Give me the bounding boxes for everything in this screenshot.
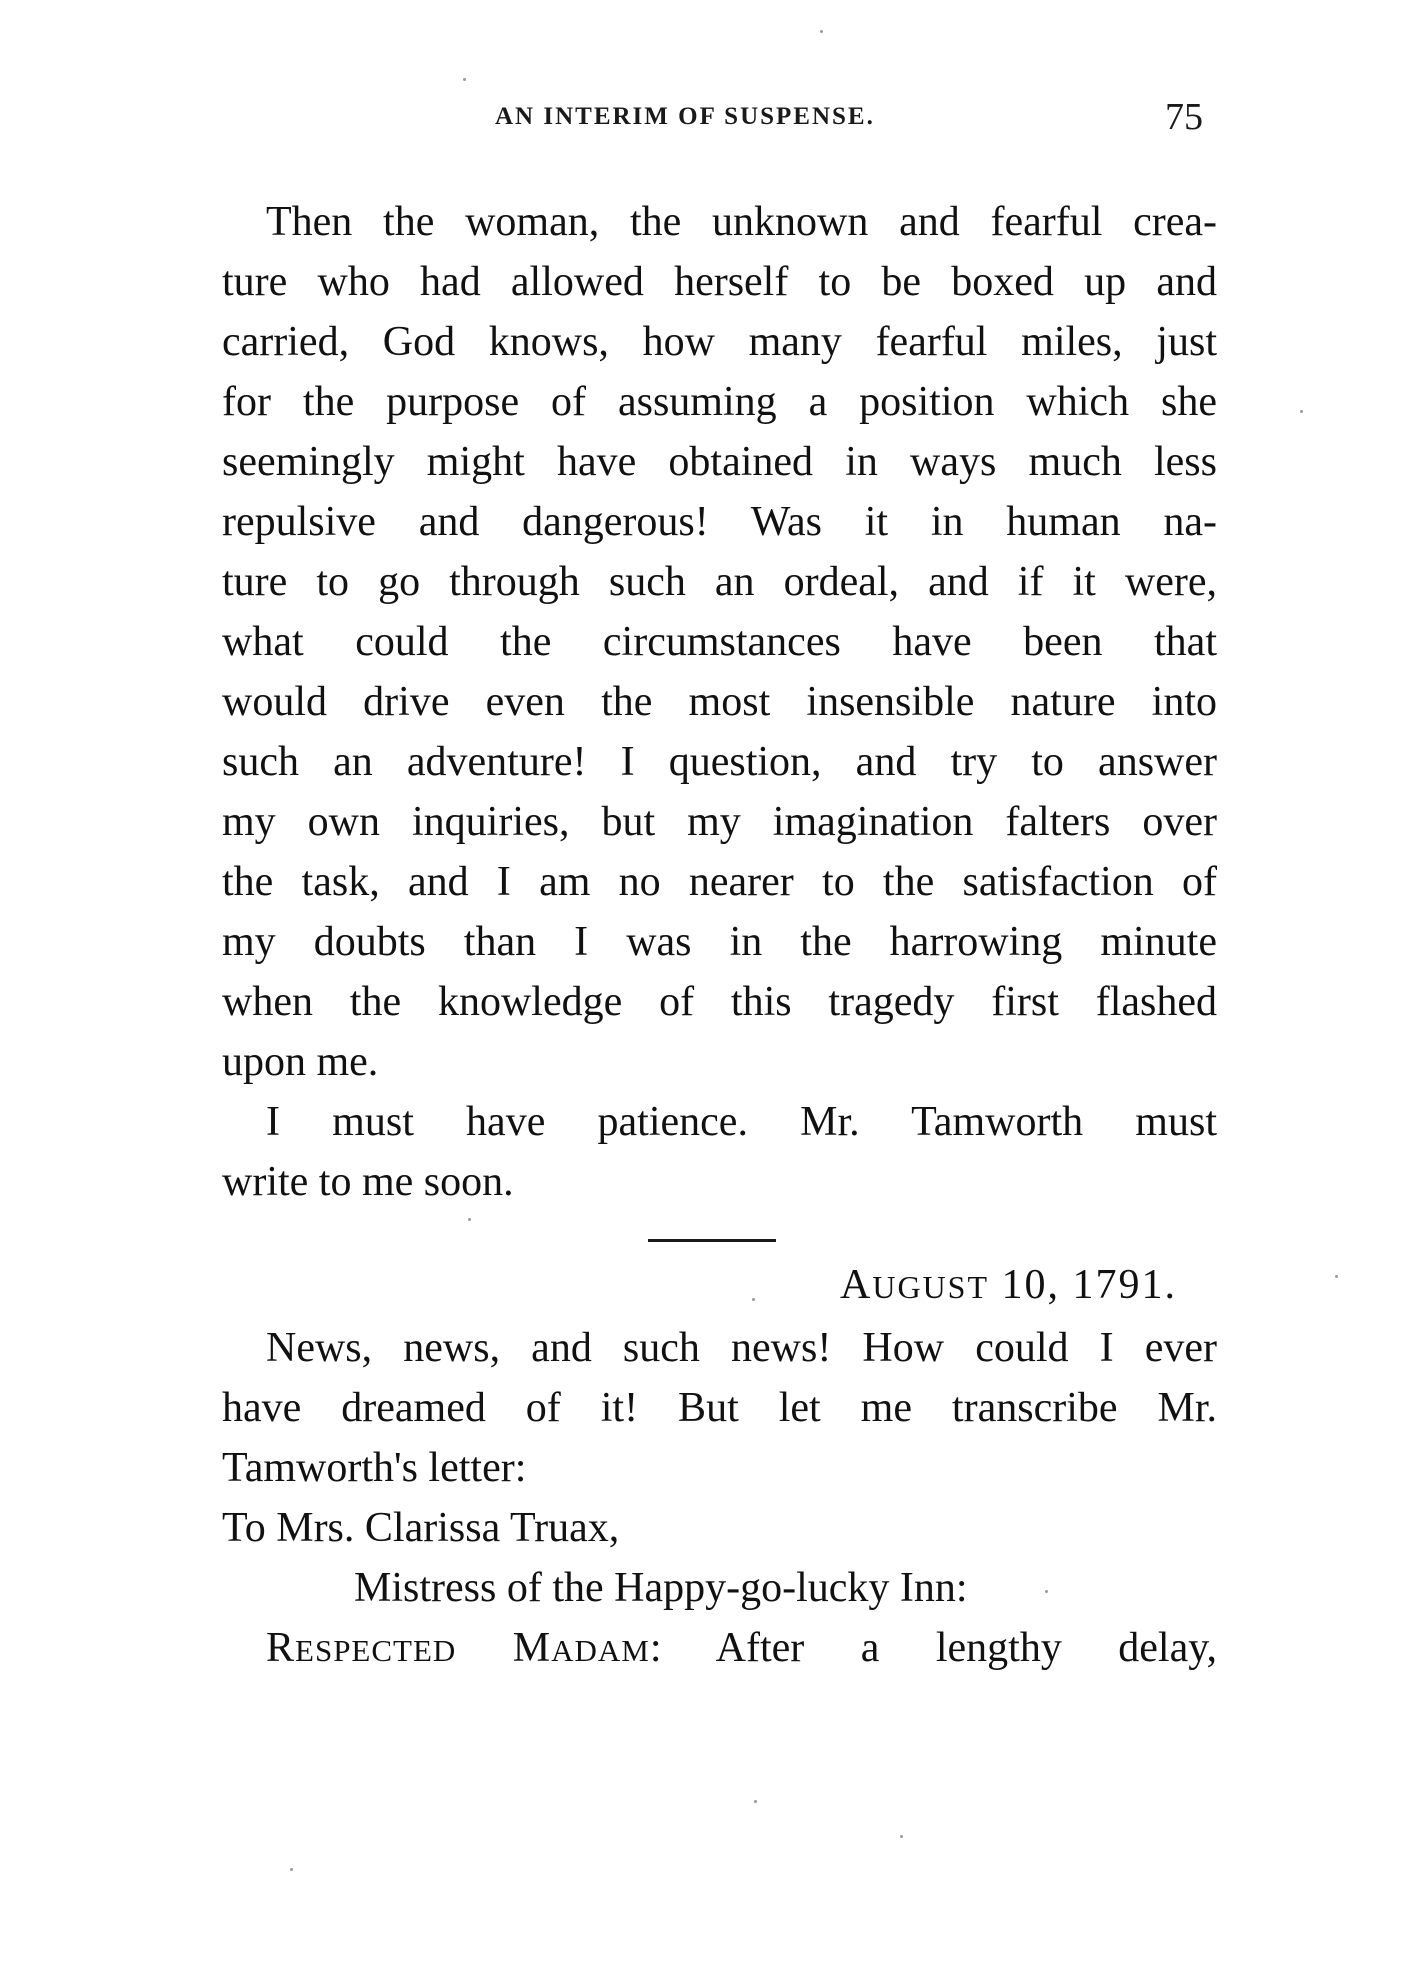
paper-speck (820, 30, 823, 33)
text-line: have dreamed of it! But let me transcribe Mr. (222, 1385, 1217, 1431)
text-line: would drive even the most insensible nature into (222, 679, 1217, 725)
section-divider (648, 1239, 776, 1242)
text-line: write to me soon. (222, 1159, 514, 1205)
letter-addressee: To Mrs. Clarissa Truax, (222, 1505, 620, 1551)
paper-speck (290, 1868, 293, 1871)
paper-speck (752, 1298, 755, 1301)
letter-block (222, 1318, 1217, 1678)
text-line: when the knowledge of this tragedy first flashed (222, 979, 1217, 1025)
body-text (222, 192, 1217, 1212)
text-line: repulsive and dangerous! Was it in human na- (222, 499, 1217, 545)
salutation-text: : After a lengthy delay, (649, 1625, 1218, 1671)
paper-speck (900, 1835, 903, 1838)
salutation-word: RESPECTED (266, 1625, 457, 1671)
text-line: ture who had allowed herself to be boxed up and (222, 259, 1217, 305)
dateline (840, 1255, 1177, 1317)
text-line: the task, and I am no nearer to the satisfaction of (222, 859, 1217, 905)
paper-speck (463, 78, 466, 81)
running-head: AN INTERIM OF SUSPENSE. (495, 103, 875, 130)
salutation-word: MADAM (512, 1625, 650, 1671)
dateline-day-year: 10, 1791. (1001, 1262, 1178, 1308)
dateline-month-rest: UGUST (872, 1269, 990, 1305)
dateline-month-initial: A (840, 1262, 873, 1308)
letter-addressee-title: Mistress of the Happy-go-lucky Inn: (354, 1565, 968, 1611)
paper-speck (1335, 1275, 1338, 1278)
text-line: Tamworth's letter: (222, 1445, 527, 1491)
paper-speck (468, 1218, 471, 1221)
text-line: upon me. (222, 1039, 379, 1085)
text-line: my doubts than I was in the harrowing minute (222, 919, 1217, 965)
text-line: Then the woman, the unknown and fearful crea- (266, 199, 1217, 245)
letter-salutation (222, 1618, 1217, 1678)
text-line: News, news, and such news! How could I ever (266, 1325, 1217, 1371)
text-line: my own inquiries, but my imagination falters over (222, 799, 1217, 845)
text-line: such an adventure! I question, and try to answer (222, 739, 1217, 785)
paper-speck (1300, 410, 1303, 413)
text-line: I must have patience. Mr. Tamworth must (266, 1099, 1217, 1145)
text-line: for the purpose of assuming a position which she (222, 379, 1217, 425)
paper-speck (754, 1800, 757, 1803)
text-line: ture to go through such an ordeal, and if it were, (222, 559, 1217, 605)
text-line: what could the circumstances have been that (222, 619, 1217, 665)
text-line: carried, God knows, how many fearful miles, just (222, 319, 1217, 365)
paper-speck (1045, 1590, 1048, 1593)
page-number: 75 (1165, 96, 1203, 138)
text-line: seemingly might have obtained in ways much less (222, 439, 1217, 485)
